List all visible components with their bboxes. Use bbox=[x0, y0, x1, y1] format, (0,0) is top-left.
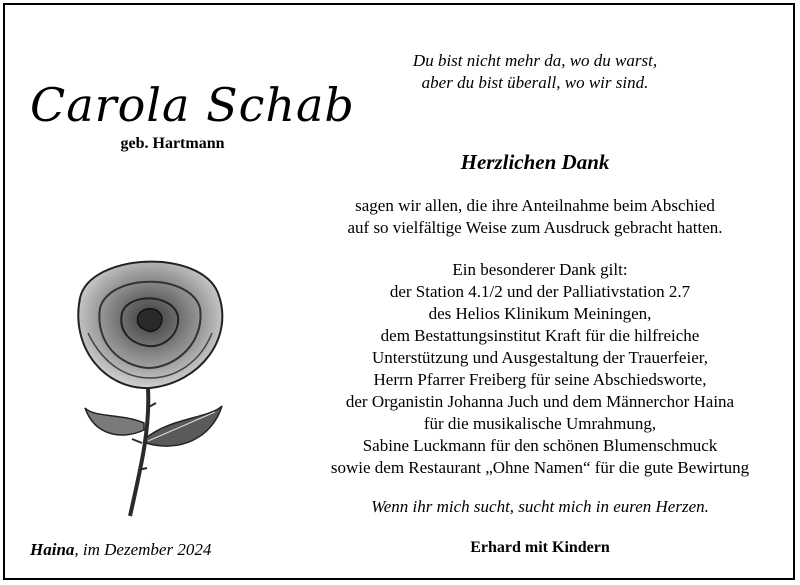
special-thanks-line: für die musikalische Umrahmung, bbox=[423, 414, 657, 433]
special-thanks-line: Ein besonderer Dank gilt: bbox=[452, 260, 628, 279]
special-thanks-line: dem Bestattungsinstitut Kraft für die hilfreiche bbox=[380, 326, 700, 345]
place: Haina bbox=[30, 540, 75, 559]
thanks-line: sagen wir allen, die ihre Anteilnahme beim Abschied bbox=[355, 196, 715, 215]
special-thanks-line: der Station 4.1/2 und der Palliativstation 2.7 bbox=[389, 282, 691, 301]
place-date bbox=[30, 540, 211, 560]
opening-quote bbox=[350, 50, 720, 94]
thanks-text bbox=[320, 195, 750, 239]
special-thanks-line: Herrn Pfarrer Freiberg für seine Abschiedsworte, bbox=[373, 370, 707, 389]
date: , im Dezember 2024 bbox=[74, 540, 212, 559]
maiden-name: geb. Hartmann bbox=[120, 135, 225, 152]
special-thanks-line: des Helios Klinikum Meiningen, bbox=[428, 304, 652, 323]
special-thanks-line: sowie dem Restaurant „Ohne Namen“ für die gute Bewirtung bbox=[330, 458, 750, 477]
opening-quote-line: Du bist nicht mehr da, wo du warst, bbox=[412, 51, 658, 70]
deceased-name: Carola Schab bbox=[30, 78, 355, 132]
closing-quote: Wenn ihr mich sucht, sucht mich in euren Herzen. bbox=[371, 497, 709, 516]
signature: Erhard mit Kindern bbox=[470, 539, 610, 556]
opening-quote-line: aber du bist überall, wo wir sind. bbox=[421, 73, 649, 92]
rose-icon bbox=[50, 238, 250, 518]
special-thanks-line: Sabine Luckmann für den schönen Blumenschmuck bbox=[362, 436, 718, 455]
thanks-line: auf so vielfältige Weise zum Ausdruck gebracht hatten. bbox=[347, 218, 723, 237]
special-thanks bbox=[300, 259, 780, 479]
thanks-heading: Herzlichen Dank bbox=[460, 150, 610, 174]
special-thanks-line: der Organistin Johanna Juch und dem Männerchor Haina bbox=[345, 392, 735, 411]
special-thanks-line: Unterstützung und Ausgestaltung der Trauerfeier, bbox=[372, 348, 708, 367]
